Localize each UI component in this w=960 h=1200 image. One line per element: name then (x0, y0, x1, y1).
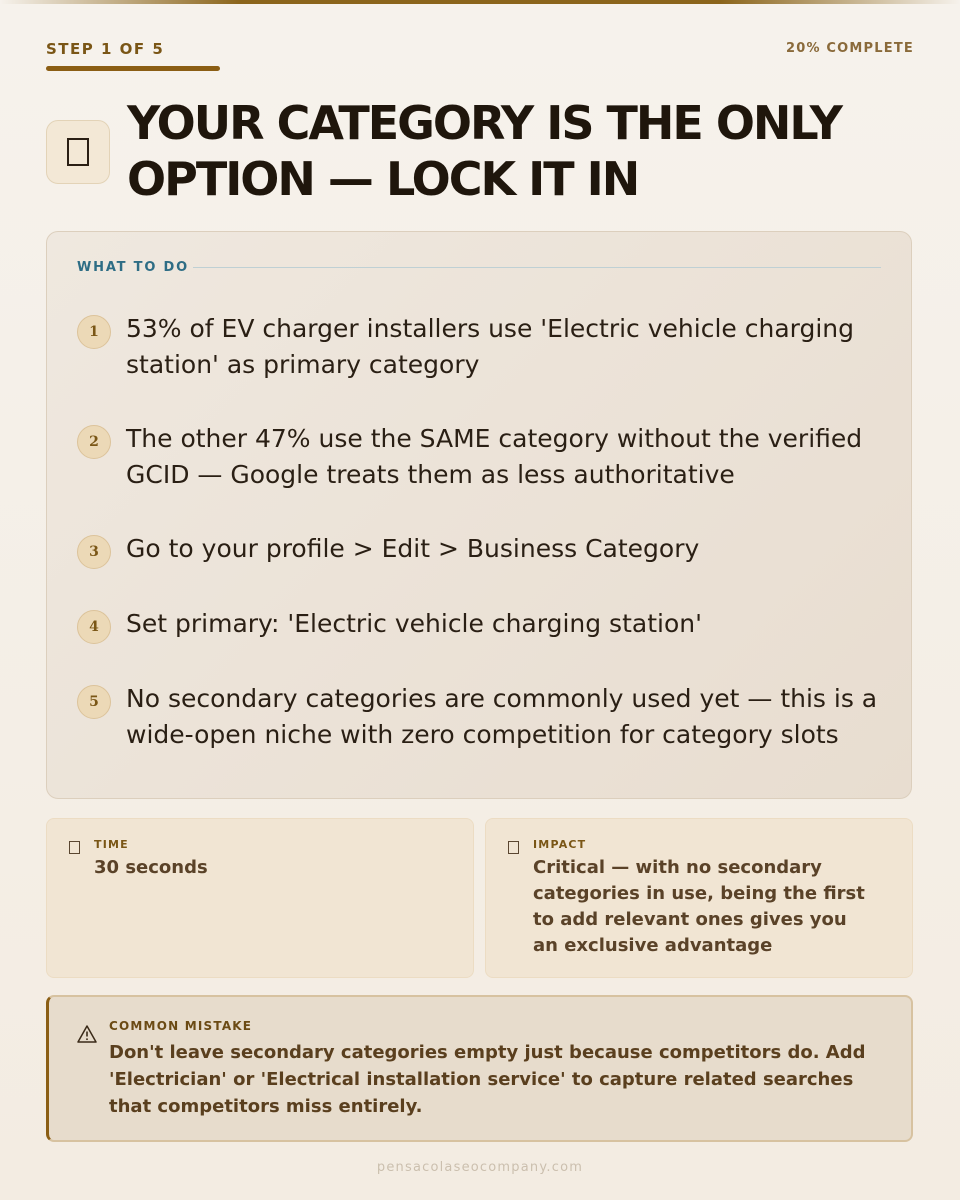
common-mistake-text: Don't leave secondary categories empty just because competitors do. Add 'Electrician' or 'Electrical installation service' to capture related searches that competitors miss entirely. (109, 1042, 866, 1117)
impact-label: IMPACT (533, 838, 587, 851)
what-to-do-card (46, 231, 912, 799)
page-title (127, 95, 927, 207)
title-line-2: OPTION — LOCK IT IN (127, 152, 639, 206)
step-number-badge: 3 (77, 535, 111, 569)
step-label: STEP 1 OF 5 (46, 40, 165, 58)
common-mistake-label: COMMON MISTAKE (109, 1019, 253, 1033)
title-icon-container (46, 120, 110, 184)
impact-value: Critical — with no secondary categories in use, being the first to add relevant ones gives you an exclusive advantage (533, 857, 865, 956)
progress-bar (46, 66, 220, 71)
heading-divider (193, 267, 881, 268)
impact-card (485, 818, 913, 978)
list-item-text: The other 47% use the SAME category without the verified GCID — Google treats them as less authoritative (126, 424, 863, 489)
what-to-do-heading: WHAT TO DO (77, 260, 189, 275)
warning-icon (77, 1025, 97, 1043)
time-value: 30 seconds (94, 857, 208, 878)
step-number-badge: 4 (77, 610, 111, 644)
progress-percent: 20% COMPLETE (785, 41, 914, 56)
time-label: TIME (94, 838, 129, 851)
step-number-badge: 2 (77, 425, 111, 459)
step-number-badge: 1 (77, 315, 111, 349)
list-item-text: No secondary categories are commonly used yet — this is a wide-open niche with zero competition for category slots (126, 684, 878, 749)
impact-icon (508, 841, 519, 854)
title-line-1: YOUR CATEGORY IS THE ONLY (127, 96, 841, 150)
footer-site: pensacolaseocompany.com (376, 1160, 584, 1175)
list-item-text: Go to your profile > Edit > Business Category (126, 534, 700, 563)
time-card (46, 818, 474, 978)
step-number-badge: 5 (77, 685, 111, 719)
list-item-text: Set primary: 'Electric vehicle charging station' (126, 609, 702, 638)
common-mistake-card (46, 995, 913, 1142)
top-accent-line (0, 0, 960, 4)
lock-icon (67, 138, 89, 166)
clock-icon (69, 841, 80, 854)
list-item-text: 53% of EV charger installers use 'Electric vehicle charging station' as primary category (126, 314, 855, 379)
